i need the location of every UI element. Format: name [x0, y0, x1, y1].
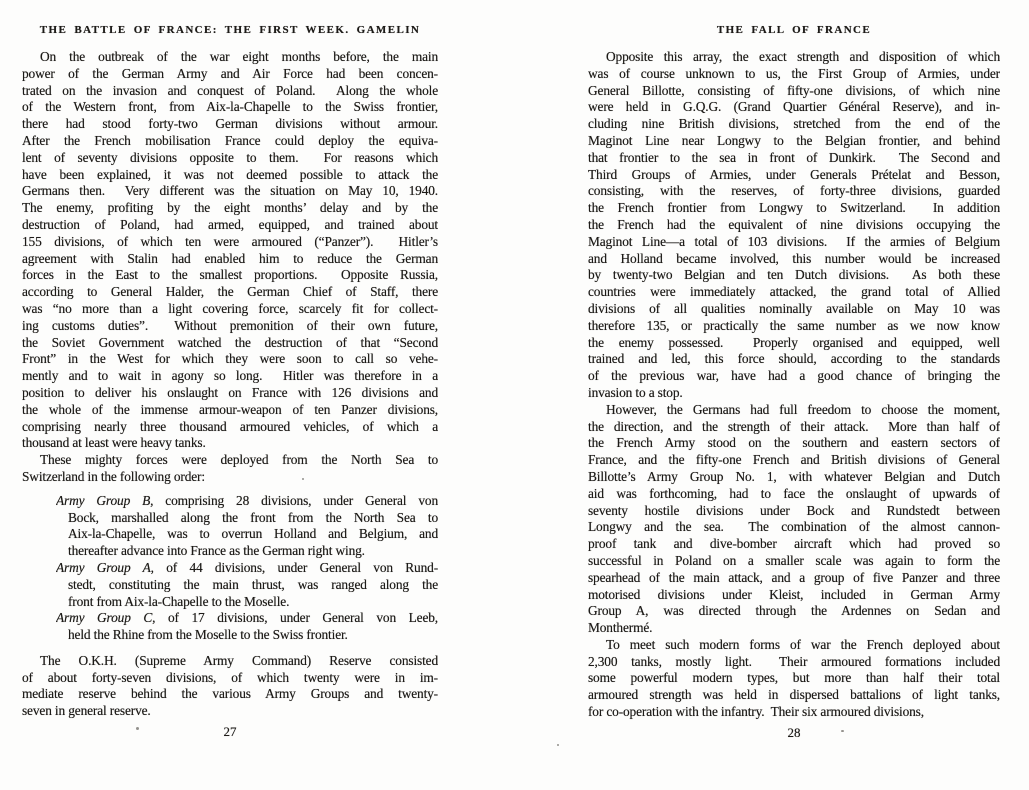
- text-line: [56, 493, 438, 510]
- text-line: the enemy possessed. Properly organised and equipped, well: [588, 334, 1000, 350]
- text-line: Bock, marshalled along the front from the North Sea to: [68, 509, 438, 525]
- army-group-item: [22, 610, 438, 644]
- text-line: the French Army stood on the southern and eastern sectors of: [588, 435, 1000, 451]
- text-line: have been explained, it was not deemed possible to attack the: [22, 166, 438, 182]
- text-line: was of course unknown to us, the First Group of Armies, under: [588, 65, 1000, 81]
- text-line: mently and to wait in agony so long. Hitler was therefore in a: [22, 368, 438, 384]
- army-group-text: , comprising 28 divisions, under General von: [150, 492, 438, 508]
- text-line: for co-operation with the infantry. Their six armoured divisions,: [588, 704, 924, 720]
- text-line: spearhead of the main attack, and a group of five Panzer and three: [588, 569, 1000, 585]
- text-line: Group A, was directed through the Ardennes on Sedan and: [588, 603, 1000, 619]
- text-line: 155 divisions, of which ten were armoured (“Panzer”). Hitler’s: [22, 233, 438, 249]
- army-group-name: Army Group C: [56, 610, 153, 626]
- army-group-continuation: [68, 627, 438, 644]
- text-line: seventy hostile divisions under Bock and Rundstedt between: [588, 502, 1000, 518]
- scan-speck: [136, 727, 139, 730]
- page-number-right: 28: [787, 724, 801, 740]
- paragraph: [22, 653, 438, 720]
- text-line: stedt, constituting the main thrust, was ranged along the: [68, 576, 438, 592]
- text-line: Monthermé.: [588, 620, 653, 636]
- text-line: ing customs duties”. Without premonition of their own future,: [22, 317, 438, 333]
- text-line: trained and led, this force should, according to the standards: [588, 351, 1000, 367]
- text-line: some powerful modern types, but more than half their total: [588, 670, 1000, 686]
- text-line: destruction of Poland, had armed, equipped, and trained about: [22, 216, 438, 232]
- text-line: Billotte’s Army Group No. 1, with whatever Belgian and Dutch: [588, 468, 1000, 484]
- page-left: [22, 24, 438, 740]
- text-line: of the previous war, have had a good chance of bringing the: [588, 368, 1000, 384]
- text-line: comprising nearly three thousand armoured vehicles, of which a: [22, 418, 438, 434]
- text-line: These mighty forces were deployed from the North Sea to: [40, 452, 438, 468]
- text-line: thereafter advance into France as the German right wing.: [68, 543, 365, 559]
- text-line: mediate reserve behind the various Army Groups and twenty-: [22, 686, 438, 702]
- text-line: trated on the invasion and conquest of Poland. Along the whole: [22, 82, 438, 98]
- paragraph: [22, 452, 438, 486]
- text-line: cluding nine British divisions, stretched from the end of the: [588, 116, 1000, 132]
- paragraph: [588, 49, 1000, 402]
- text-line: forces in the East to the smallest proportions. Opposite Russia,: [22, 267, 438, 283]
- text-line: front from Aix-la-Chapelle to the Moselle.: [68, 593, 290, 609]
- running-head-right: THE FALL OF FRANCE: [716, 24, 872, 36]
- text-line: lent of seventy divisions opposite to them. For reasons which: [22, 149, 438, 165]
- text-line: countries were immediately attacked, the grand total of Allied: [588, 284, 1000, 300]
- text-line: position to deliver his onslaught on France with 126 divisions and: [22, 384, 438, 400]
- text-line: seven in general reserve.: [22, 703, 151, 719]
- text-line: Maginot Line near Longwy to the Belgian frontier, and behind: [588, 132, 1000, 148]
- text-line: The enemy, profiting by the eight months’ delay and by the: [22, 200, 438, 216]
- army-group-list: [22, 493, 438, 644]
- text-line: agreement with Stalin had enabled him to reduce the German: [22, 250, 438, 266]
- paragraph: [588, 402, 1000, 637]
- text-line: To meet such modern forms of war the French deployed about: [606, 636, 1000, 652]
- text-line: France, and the fifty-one French and British divisions of General: [588, 452, 1000, 468]
- scan-speck: [302, 478, 304, 480]
- running-head-left: THE BATTLE OF FRANCE: THE FIRST WEEK. GAMELIN: [39, 24, 421, 36]
- text-line: was “no more than a light covering force, scarcely fit for collect-: [22, 300, 438, 316]
- army-group-item: [22, 493, 438, 560]
- text-line: successful in Poland on a smaller scale was again to form the: [588, 552, 1000, 568]
- text-line: After the French mobilisation France could deploy the equiva-: [22, 132, 438, 148]
- scan-speck: [841, 730, 844, 732]
- text-line: aid was forthcoming, had to face the onslaught of upwards of: [588, 485, 1000, 501]
- text-line: thousand at least were heavy tanks.: [22, 435, 206, 451]
- text-line: invasion to a stop.: [588, 384, 683, 400]
- text-line: therefore 135, or practically the same number as we now know: [588, 317, 1000, 333]
- army-group-text: , of 44 divisions, under General von Rund-: [150, 559, 438, 575]
- text-line: the French had the equivalent of nine divisions occupying the: [588, 216, 1000, 232]
- text-line: [56, 560, 438, 577]
- text-line: [56, 610, 438, 627]
- army-group-continuation: [68, 510, 438, 560]
- text-line: held the Rhine from the Moselle to the Swiss frontier.: [68, 627, 348, 643]
- text-line: consisting, with the reserves, of forty-three divisions, guarded: [588, 183, 1000, 199]
- army-group-item: [22, 560, 438, 610]
- page-right: [588, 24, 1000, 741]
- text-line: Aix-la-Chapelle, was to overrun Holland and Belgium, and: [68, 526, 438, 542]
- text-line: Third Groups of Armies, under Generals Prételat and Besson,: [588, 166, 1000, 182]
- text-line: Maginot Line—a total of 103 divisions. If the armies of Belgium: [588, 233, 1000, 249]
- text-line: Germans then. Very different was the situation on May 10, 1940.: [22, 183, 438, 199]
- text-line: However, the Germans had full freedom to choose the moment,: [606, 401, 1000, 417]
- text-line: the French frontier from Longwy to Switzerland. In addition: [588, 200, 1000, 216]
- text-line: The O.K.H. (Supreme Army Command) Reserve consisted: [40, 652, 438, 668]
- text-line: the Soviet Government watched the destruction of that “Second: [22, 334, 438, 350]
- scan-speck: [557, 744, 559, 746]
- army-group-continuation: [68, 577, 438, 611]
- text-line: Longwy and the sea. The combination of the almost cannon-: [588, 519, 1000, 535]
- paragraph: [22, 49, 438, 452]
- text-line: according to General Halder, the German Chief of Staff, there: [22, 284, 438, 300]
- text-line: General Billotte, consisting of fifty-one divisions, of which nine: [588, 82, 1000, 98]
- text-line: Opposite this array, the exact strength and disposition of which: [606, 49, 1000, 64]
- text-line: and Holland became involved, this number would be increased: [588, 250, 1000, 266]
- text-line: that frontier to the sea in front of Dunkirk. The Second and: [588, 149, 1000, 165]
- army-group-text: , of 17 divisions, under General von Leeb,: [152, 610, 438, 626]
- text-line: by twenty-two Belgian and ten Dutch divisions. As both these: [588, 267, 1000, 283]
- text-line: Switzerland in the following order:: [22, 468, 205, 484]
- text-line: On the outbreak of the war eight months before, the main: [40, 49, 438, 64]
- army-group-name: Army Group B: [56, 492, 151, 508]
- text-line: motorised divisions under Kleist, included in German Army: [588, 586, 1000, 602]
- text-line: divisions of all qualities nominally available on May 10 was: [588, 300, 1000, 316]
- text-line: there had stood forty-two German divisions without armour.: [22, 116, 438, 132]
- page-number-left: 27: [223, 724, 237, 740]
- text-line: armoured strength was held in dispersed battalions of light tanks,: [588, 687, 1000, 703]
- text-line: Front” in the West for which they were soon to call so vehe-: [22, 351, 438, 367]
- text-line: of the Western front, from Aix-la-Chapelle to the Swiss frontier,: [22, 99, 438, 115]
- text-line: were held in G.Q.G. (Grand Quartier Général Reserve), and in-: [588, 99, 1000, 115]
- text-line: power of the German Army and Air Force had been concen-: [22, 65, 438, 81]
- text-line: the direction, and the strength of their attack. More than half of: [588, 418, 1000, 434]
- text-line: 2,300 tanks, mostly light. Their armoured formations included: [588, 653, 1000, 669]
- text-line: proof tank and dive-bomber aircraft which had proved so: [588, 536, 1000, 552]
- text-line: of about forty-seven divisions, of which twenty were in im-: [22, 669, 438, 685]
- paragraph: [588, 637, 1000, 721]
- text-line: the whole of the immense armour-weapon of ten Panzer divisions,: [22, 401, 438, 417]
- army-group-name: Army Group A: [56, 559, 151, 575]
